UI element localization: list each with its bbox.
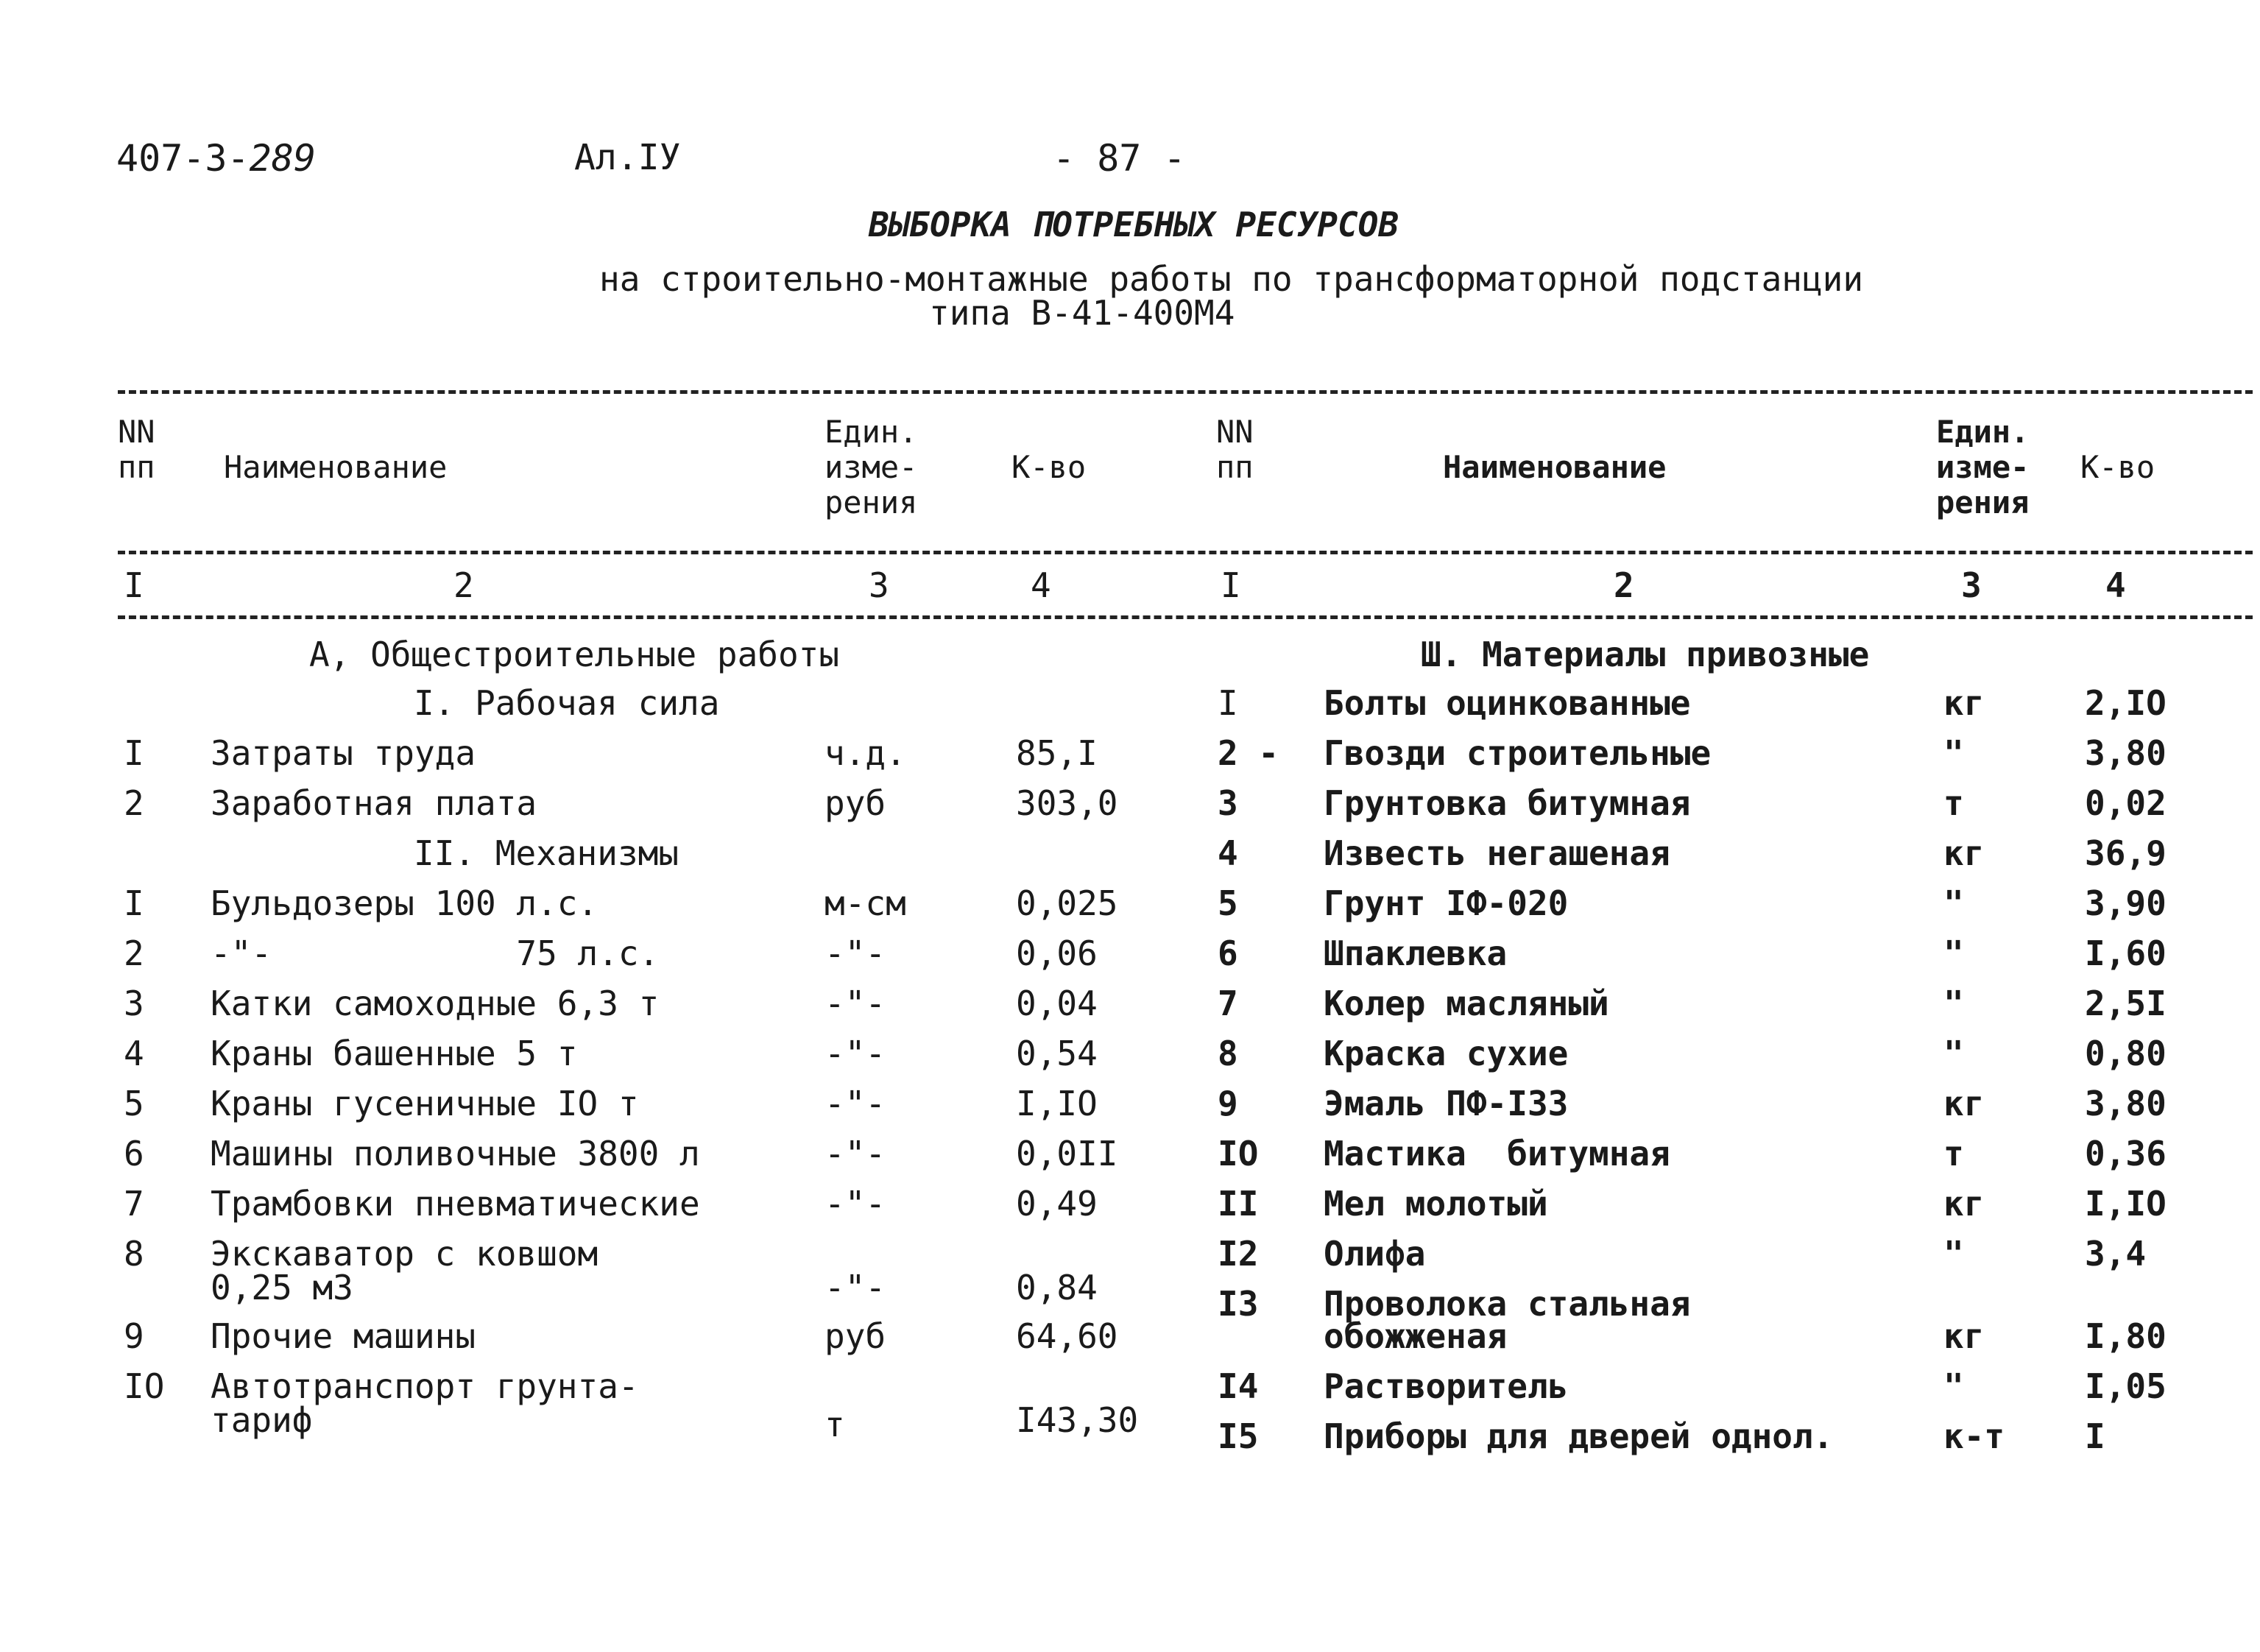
row-number: 2 - — [1218, 733, 1279, 773]
row-qty: 0,36 — [2085, 1134, 2167, 1173]
row-qty: I,05 — [2085, 1366, 2167, 1406]
row-unit: -"- — [824, 1034, 886, 1073]
index-bottom-rule — [118, 615, 2253, 619]
row-number: 4 — [124, 1034, 144, 1073]
row-name: Катки самоходные 6,3 т — [211, 984, 660, 1023]
row-number: 2 — [124, 783, 144, 823]
row-name: Экскаватор с ковшом — [211, 1234, 598, 1274]
row-qty: 3,90 — [2085, 883, 2167, 923]
row-name: Грунт IФ-020 — [1324, 883, 1569, 923]
row-qty: I43,30 — [1016, 1400, 1139, 1440]
row-number: 8 — [1218, 1034, 1238, 1073]
index-left-2: 2 — [453, 565, 474, 605]
row-number: I5 — [1218, 1416, 1259, 1456]
row-unit: " — [1943, 1366, 1964, 1406]
album-label: Ал.IУ — [574, 137, 681, 178]
page-number: - 87 - — [1053, 137, 1186, 180]
row-number: 2 — [124, 933, 144, 973]
row-qty: 303,0 — [1016, 783, 1118, 823]
row-qty: 0,0II — [1016, 1134, 1118, 1173]
col-unit-line1: Един. — [824, 414, 918, 450]
row-number: II — [1218, 1184, 1259, 1224]
row-qty: I,IO — [2085, 1184, 2167, 1224]
row-number: I2 — [1218, 1234, 1259, 1274]
row-name: Мел молотый — [1324, 1184, 1548, 1224]
row-name: Эмаль ПФ-I33 — [1324, 1084, 1569, 1123]
row-name: Краска сухие — [1324, 1034, 1569, 1073]
row-qty: 0,04 — [1016, 984, 1098, 1023]
row-name: Шпаклевка — [1324, 933, 1508, 973]
col-unit-line2: изме- — [1936, 449, 2030, 485]
row-unit: -"- — [824, 1268, 886, 1307]
row-name: Мастика битумная — [1324, 1134, 1670, 1173]
index-left-3: 3 — [869, 565, 889, 605]
row-number: 5 — [124, 1084, 144, 1123]
row-number: 3 — [124, 984, 144, 1023]
row-name-cont: 0,25 м3 — [211, 1268, 353, 1307]
table-top-rule — [118, 390, 2253, 394]
index-left-1: I — [124, 565, 144, 605]
row-number: 7 — [1218, 984, 1238, 1023]
row-qty: I,IO — [1016, 1084, 1098, 1123]
row-qty: 2,5I — [2085, 984, 2167, 1023]
row-unit: кг — [1943, 1184, 1985, 1224]
row-number: 7 — [124, 1184, 144, 1224]
row-name: Машины поливочные 3800 л — [211, 1134, 700, 1173]
header-bottom-rule — [118, 551, 2253, 554]
subsection-labor: I. Рабочая сила — [414, 683, 720, 723]
row-unit: " — [1943, 1034, 1964, 1073]
row-unit: " — [1943, 733, 1964, 773]
col-num-line1: NN — [1216, 414, 1254, 450]
col-num-line2: пп — [118, 449, 155, 485]
row-number: IO — [1218, 1134, 1259, 1173]
index-left-4: 4 — [1031, 565, 1051, 605]
row-qty: 3,80 — [2085, 733, 2167, 773]
row-number: 6 — [124, 1134, 144, 1173]
row-name: Известь негашеная — [1324, 833, 1670, 873]
row-number: I4 — [1218, 1366, 1259, 1406]
row-qty: 36,9 — [2085, 833, 2167, 873]
row-name: Трамбовки пневматические — [211, 1184, 700, 1224]
col-unit-line3: рения — [1936, 484, 2030, 520]
row-unit: руб — [824, 1316, 886, 1356]
col-num-line1: NN — [118, 414, 155, 450]
document-code-prefix: 407-3- — [116, 137, 250, 180]
row-qty: 0,02 — [2085, 783, 2167, 823]
section-title-materials: Ш. Материалы привозные — [1421, 635, 1870, 674]
row-unit: " — [1943, 984, 1964, 1023]
row-unit: -"- — [824, 1184, 886, 1224]
row-number: I3 — [1218, 1284, 1259, 1324]
page-subtitle-line2: типа В-41-400М4 — [929, 293, 1235, 333]
page-subtitle-line1: на строительно-монтажные работы по трансформаторной подстанции — [599, 259, 1864, 299]
row-qty: I,60 — [2085, 933, 2167, 973]
row-number: IO — [124, 1366, 165, 1406]
col-num-line2: пп — [1216, 449, 1254, 485]
row-unit: кг — [1943, 833, 1985, 873]
row-unit: " — [1943, 933, 1964, 973]
row-qty: 64,60 — [1016, 1316, 1118, 1356]
row-number: 8 — [124, 1234, 144, 1274]
row-unit: ч.д. — [824, 733, 906, 773]
row-unit: -"- — [824, 1084, 886, 1123]
row-unit: -"- — [824, 933, 886, 973]
row-unit: кг — [1943, 1084, 1985, 1123]
row-name: Бульдозеры 100 л.с. — [211, 883, 598, 923]
col-qty: К-во — [2080, 449, 2155, 485]
row-name-cont: тариф — [211, 1400, 313, 1440]
row-qty: 3,80 — [2085, 1084, 2167, 1123]
document-code — [116, 137, 316, 180]
row-unit: т — [1943, 1134, 1964, 1173]
row-number: I — [124, 883, 144, 923]
row-qty: I,80 — [2085, 1316, 2167, 1356]
row-qty: 3,4 — [2085, 1234, 2147, 1274]
row-unit: т — [824, 1405, 845, 1444]
row-unit: " — [1943, 1234, 1964, 1274]
row-name: Грунтовка битумная — [1324, 783, 1691, 823]
row-name: Затраты труда — [211, 733, 476, 773]
section-title-general: А, Общестроительные работы — [309, 635, 840, 674]
col-unit-line1: Един. — [1936, 414, 2030, 450]
row-unit: руб — [824, 783, 886, 823]
col-name: Наименование — [1443, 449, 1667, 485]
col-name: Наименование — [224, 449, 448, 485]
row-unit: к-т — [1943, 1416, 2005, 1456]
index-right-4: 4 — [2105, 565, 2126, 605]
row-qty: 0,84 — [1016, 1268, 1098, 1307]
row-number: 3 — [1218, 783, 1238, 823]
row-name: Колер масляный — [1324, 984, 1609, 1023]
row-name: Проволока стальная — [1324, 1284, 1691, 1324]
index-right-1: I — [1221, 565, 1241, 605]
row-name: Прочие машины — [211, 1316, 476, 1356]
row-name: Олифа — [1324, 1234, 1426, 1274]
row-qty: 0,54 — [1016, 1034, 1098, 1073]
row-qty: 0,025 — [1016, 883, 1118, 923]
index-right-3: 3 — [1961, 565, 1982, 605]
row-qty: 0,80 — [2085, 1034, 2167, 1073]
row-name: Краны башенные 5 т — [211, 1034, 578, 1073]
row-qty: 0,06 — [1016, 933, 1098, 973]
row-name: Гвозди строительные — [1324, 733, 1712, 773]
row-name-cont: обожженая — [1324, 1316, 1508, 1356]
row-number: 9 — [1218, 1084, 1238, 1123]
row-unit: кг — [1943, 683, 1985, 723]
row-unit: кг — [1943, 1316, 1985, 1356]
row-name: Приборы для дверей однол. — [1324, 1416, 1834, 1456]
row-number: 4 — [1218, 833, 1238, 873]
subsection-machines: II. Механизмы — [414, 833, 679, 873]
row-unit: -"- — [824, 1134, 886, 1173]
index-right-2: 2 — [1614, 565, 1634, 605]
row-number: 6 — [1218, 933, 1238, 973]
row-unit: м-см — [824, 883, 906, 923]
row-unit: т — [1943, 783, 1964, 823]
document-code-suffix: 289 — [249, 137, 316, 180]
row-name: Автотранспорт грунта- — [211, 1366, 639, 1406]
col-qty: К-во — [1011, 449, 1087, 485]
row-qty: 0,49 — [1016, 1184, 1098, 1224]
row-qty: I — [2085, 1416, 2105, 1456]
row-name: Краны гусеничные IO т — [211, 1084, 639, 1123]
row-unit: -"- — [824, 984, 886, 1023]
row-number: I — [124, 733, 144, 773]
row-number: 9 — [124, 1316, 144, 1356]
row-name: Болты оцинкованные — [1324, 683, 1691, 723]
row-unit: " — [1943, 883, 1964, 923]
row-number: I — [1218, 683, 1238, 723]
row-name: Растворитель — [1324, 1366, 1569, 1406]
row-name: Заработная плата — [211, 783, 537, 823]
col-unit-line2: изме- — [824, 449, 918, 485]
row-name: -"- 75 л.с. — [211, 933, 660, 973]
col-unit-line3: рения — [824, 484, 918, 520]
row-qty: 85,I — [1016, 733, 1098, 773]
row-number: 5 — [1218, 883, 1238, 923]
row-qty: 2,IO — [2085, 683, 2167, 723]
page-title: ВЫБОРКА ПОТРЕБНЫХ РЕСУРСОВ — [869, 205, 1399, 244]
